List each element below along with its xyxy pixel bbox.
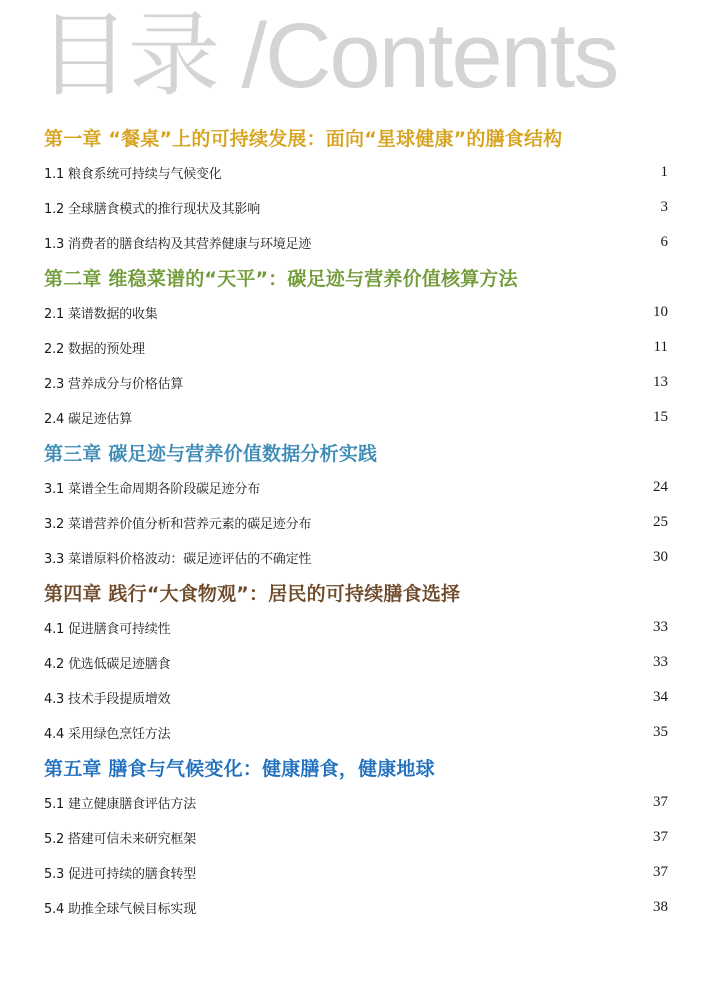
toc-entry-page: 34 [653,689,668,705]
table-of-contents [44,120,668,925]
toc-entry-1-1[interactable] [44,155,668,190]
toc-entry-label: 5.1 建立健康膳食评估方法 [44,797,197,812]
toc-entry-page: 11 [653,339,668,355]
toc-entry-2-1[interactable] [44,295,668,330]
page-title: 目录 /Contents [38,5,618,107]
toc-entry-label: 5.3 促进可持续的膳食转型 [44,867,197,882]
toc-entry-page: 35 [653,724,668,740]
toc-entry-page: 25 [653,514,668,530]
toc-entry-4-1[interactable] [44,610,668,645]
toc-entry-2-4[interactable] [44,400,668,435]
toc-entry-page: 37 [653,794,668,810]
toc-entry-label: 2.4 碳足迹估算 [44,412,133,427]
toc-entry-label: 2.3 营养成分与价格估算 [44,377,184,392]
toc-entry-3-3[interactable] [44,540,668,575]
toc-entry-page: 37 [653,864,668,880]
toc-entry-page: 33 [653,619,668,635]
toc-entry-label: 5.2 搭建可信未来研究框架 [44,832,197,847]
toc-entry-label: 3.3 菜谱原料价格波动：碳足迹评估的不确定性 [44,552,312,567]
toc-entry-page: 15 [653,409,668,425]
toc-entry-page: 6 [660,234,668,250]
chapter-2-title[interactable]: 第二章 维稳菜谱的“天平”：碳足迹与营养价值核算方法 [44,268,518,290]
toc-entry-page: 30 [653,549,668,565]
toc-entry-3-2[interactable] [44,505,668,540]
toc-entry-label: 1.2 全球膳食模式的推行现状及其影响 [44,202,261,217]
toc-entry-page: 37 [653,829,668,845]
chapter-4-title[interactable]: 第四章 践行“大食物观”：居民的可持续膳食选择 [44,583,461,605]
toc-entry-label: 2.1 菜谱数据的收集 [44,307,158,322]
toc-entry-4-4[interactable] [44,715,668,750]
toc-entry-label: 5.4 助推全球气候目标实现 [44,902,197,917]
toc-entry-4-3[interactable] [44,680,668,715]
toc-entry-page: 33 [653,654,668,670]
toc-entry-1-3[interactable] [44,225,668,260]
chapter-5-title[interactable]: 第五章 膳食与气候变化：健康膳食，健康地球 [44,758,435,780]
toc-entry-1-2[interactable] [44,190,668,225]
toc-entry-label: 3.1 菜谱全生命周期各阶段碳足迹分布 [44,482,261,497]
toc-entry-2-3[interactable] [44,365,668,400]
toc-entry-5-1[interactable] [44,785,668,820]
toc-entry-2-2[interactable] [44,330,668,365]
toc-entry-label: 2.2 数据的预处理 [44,342,145,357]
toc-entry-label: 3.2 菜谱营养价值分析和营养元素的碳足迹分布 [44,517,312,532]
toc-entry-page: 3 [660,199,668,215]
toc-entry-label: 1.1 粮食系统可持续与气候变化 [44,167,222,182]
chapter-3-title[interactable]: 第三章 碳足迹与营养价值数据分析实践 [44,443,378,465]
toc-entry-label: 4.4 采用绿色烹饪方法 [44,727,171,742]
toc-entry-page: 1 [660,164,668,180]
toc-entry-5-3[interactable] [44,855,668,890]
toc-entry-page: 10 [653,304,668,320]
toc-entry-3-1[interactable] [44,470,668,505]
toc-entry-page: 13 [653,374,668,390]
toc-entry-label: 4.2 优选低碳足迹膳食 [44,657,171,672]
toc-entry-label: 4.3 技术手段提质增效 [44,692,171,707]
toc-entry-label: 1.3 消费者的膳食结构及其营养健康与环境足迹 [44,237,312,252]
toc-entry-4-2[interactable] [44,645,668,680]
toc-entry-5-4[interactable] [44,890,668,925]
chapter-1-title[interactable]: 第一章 “餐桌”上的可持续发展：面向“星球健康”的膳食结构 [44,128,563,150]
toc-entry-page: 38 [653,899,668,915]
toc-entry-page: 24 [653,479,668,495]
toc-entry-5-2[interactable] [44,820,668,855]
toc-entry-label: 4.1 促进膳食可持续性 [44,622,171,637]
